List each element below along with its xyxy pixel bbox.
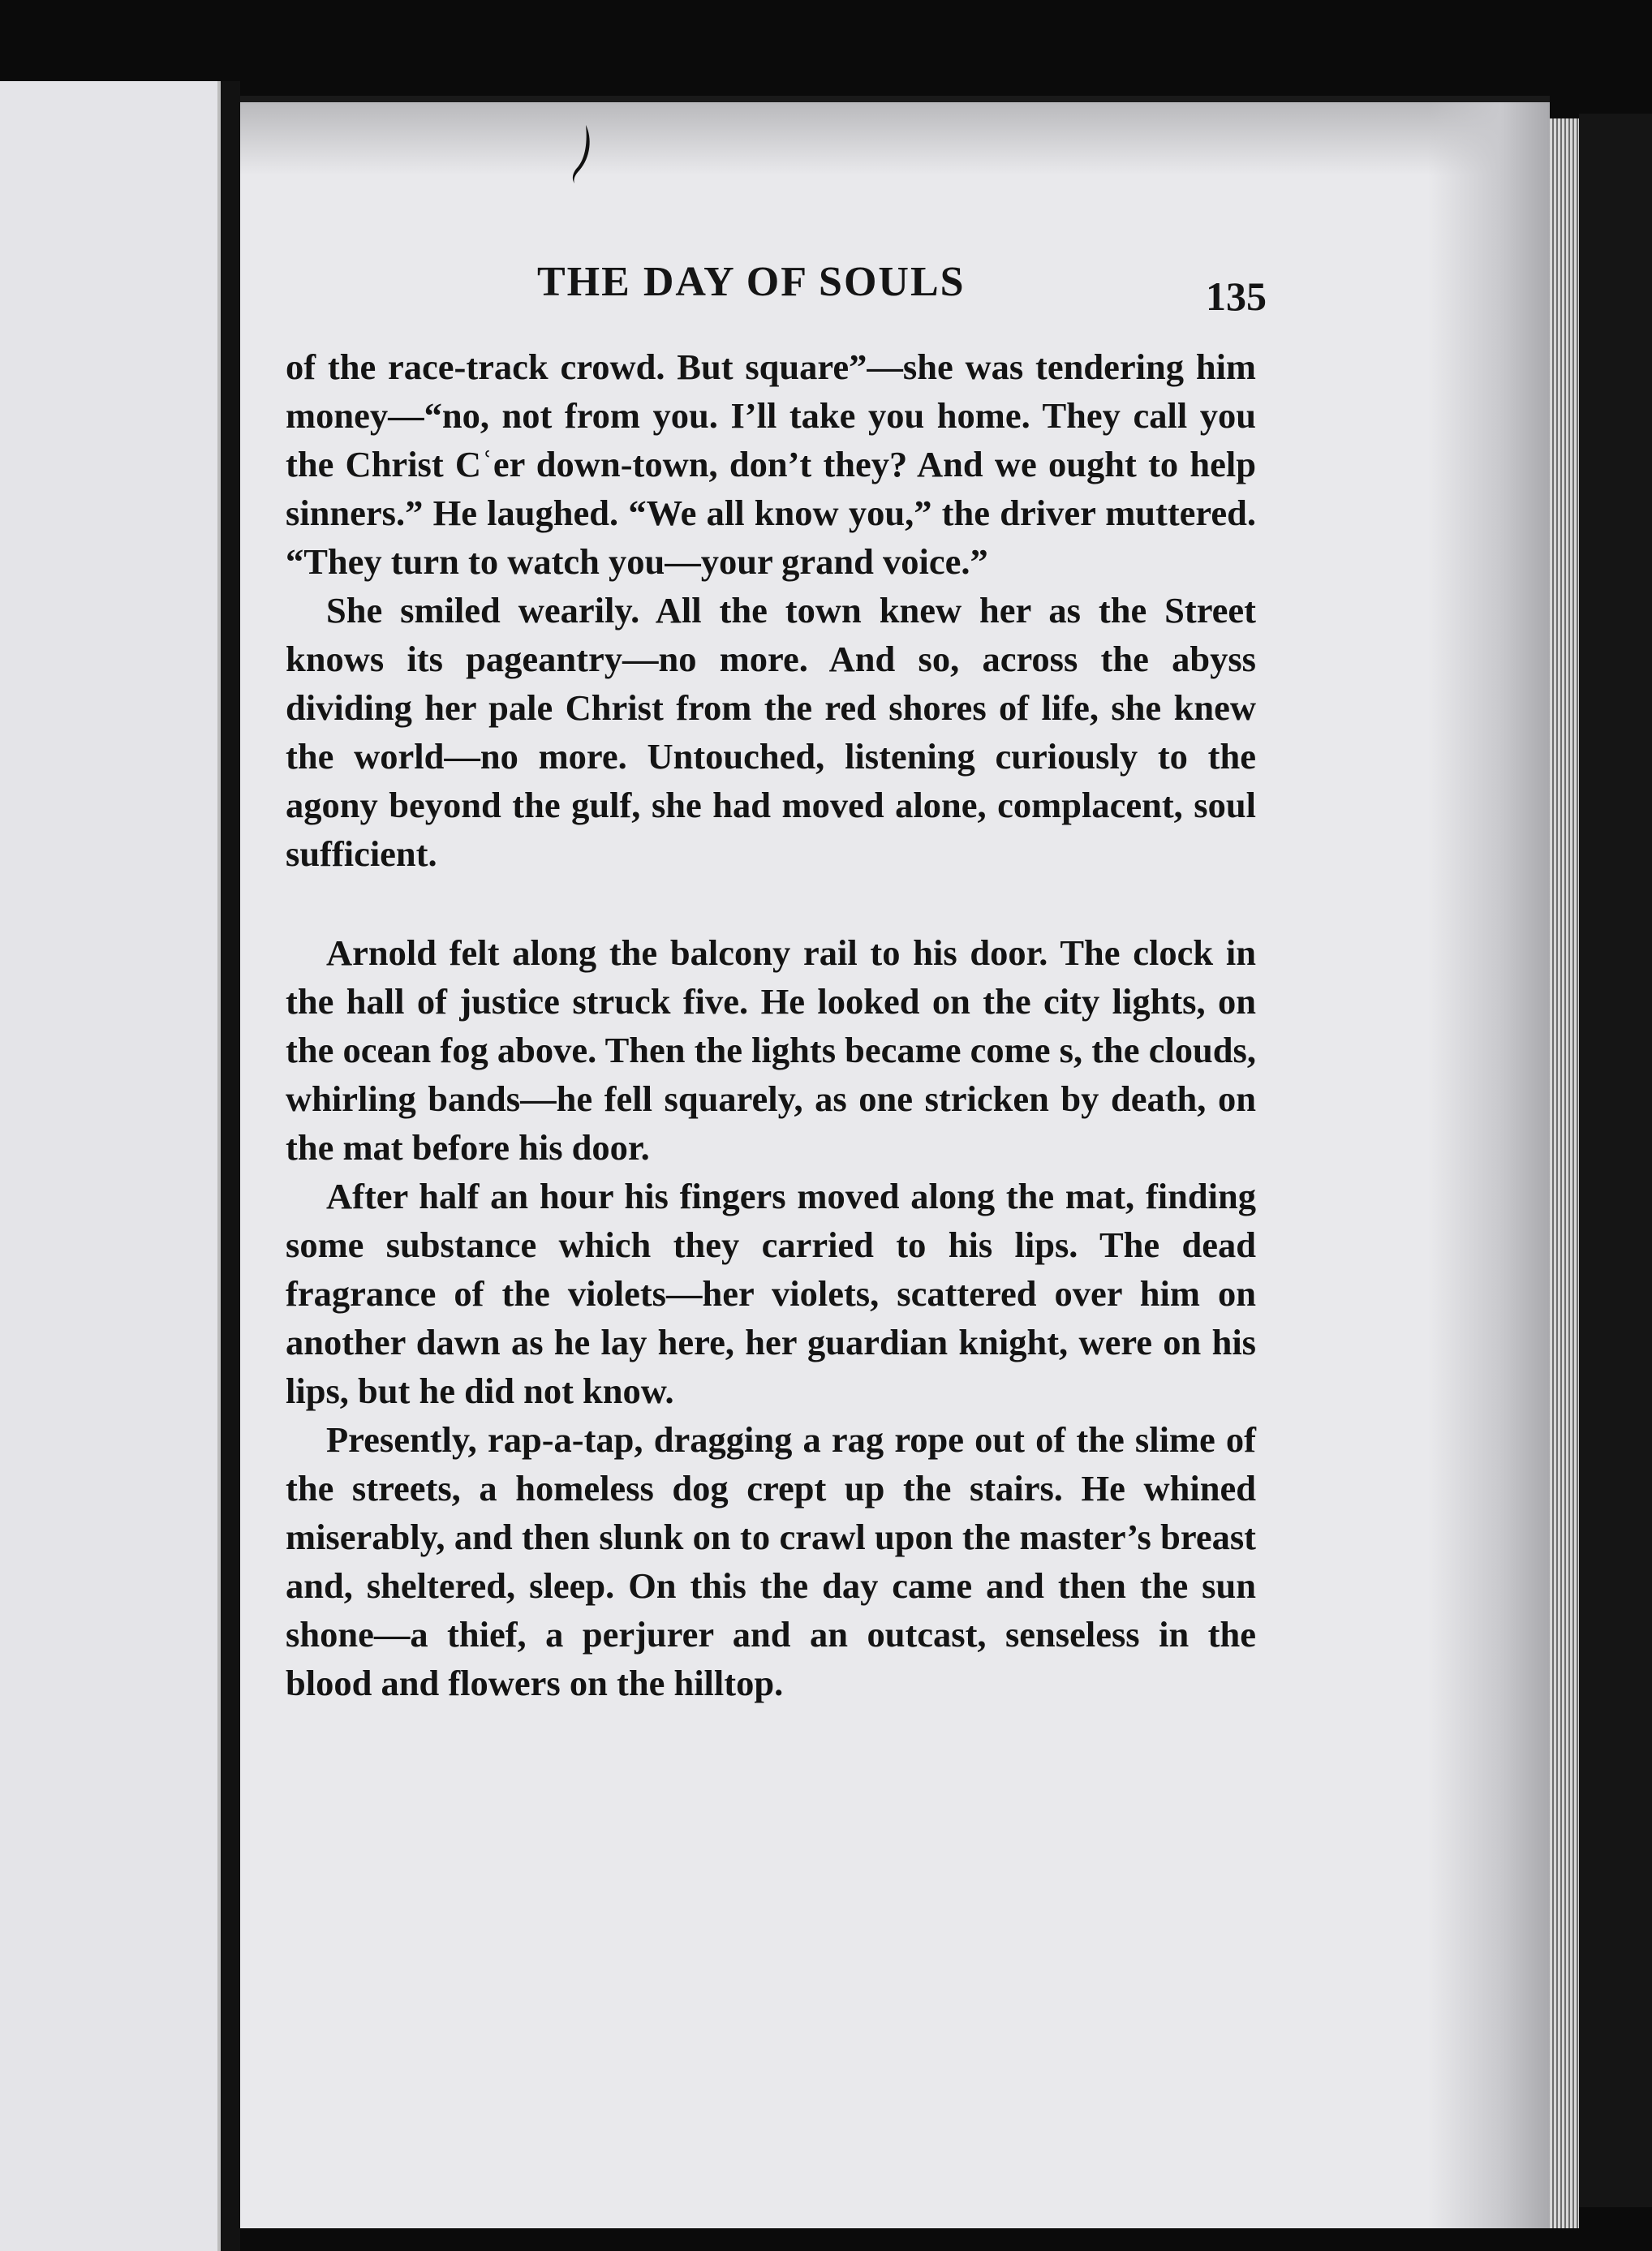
section-break — [286, 878, 1256, 928]
page-top-shadow — [240, 102, 1550, 175]
ink-mark-icon — [568, 122, 597, 187]
paragraph: Presently, rap-a-tap, dragging a rag rope out of the slime of the streets, a homeless dog crept up the stairs. He whined miserably, and then slunk on to crawl upon the master’s breast and, sheltered, sleep. On this the day came and then the sun shone—a thief, a perjurer and an outcast, senseless in the blood and flowers on the hilltop. — [286, 1419, 1256, 1703]
book-gutter — [221, 81, 240, 2251]
running-title: THE DAY OF SOULS — [537, 259, 966, 305]
paragraph: of the race-track crowd. But square”—she was tendering him money—“no, not from you. I’ll take you home. They call you the Christ Cʿer down-town, don’t they? And we ought to help sinners.” He laughed. “We all know you,” the driver muttered. “They turn to watch you—your grand voice.” — [286, 346, 1256, 582]
page-stack-edge — [1550, 118, 1579, 2228]
paragraph: After half an hour his fingers moved along the mat, finding some substance which they carried to his lips. The dead fragrance of the violets—her violets, scattered over him on another dawn as he lay here, her guardian knight, were on his lips, but he did not know. — [286, 1176, 1256, 1411]
book-binding — [1579, 114, 1652, 2207]
body-text — [286, 342, 1256, 1707]
page-curl-shadow — [1428, 102, 1550, 2228]
facing-page-edge — [0, 81, 221, 2251]
running-head — [0, 258, 1652, 323]
paragraph: Arnold felt along the balcony rail to his door. The clock in the hall of justice struck five. He looked on the city lights, on the ocean fog above. Then the lights became come s, the clouds, whirling bands—he fell squarely, as one stricken by death, on the mat before his door. — [286, 932, 1256, 1168]
paragraph: She smiled wearily. All the town knew her as the Street knows its pageantry—no more. And so, across the abyss dividing her pale Christ from the red shores of life, she knew the world—no more. Untouched, listening curiously to the agony beyond the gulf, she had moved alone, complacent, soul sufficient. — [286, 590, 1256, 874]
page-number: 135 — [1206, 273, 1267, 319]
